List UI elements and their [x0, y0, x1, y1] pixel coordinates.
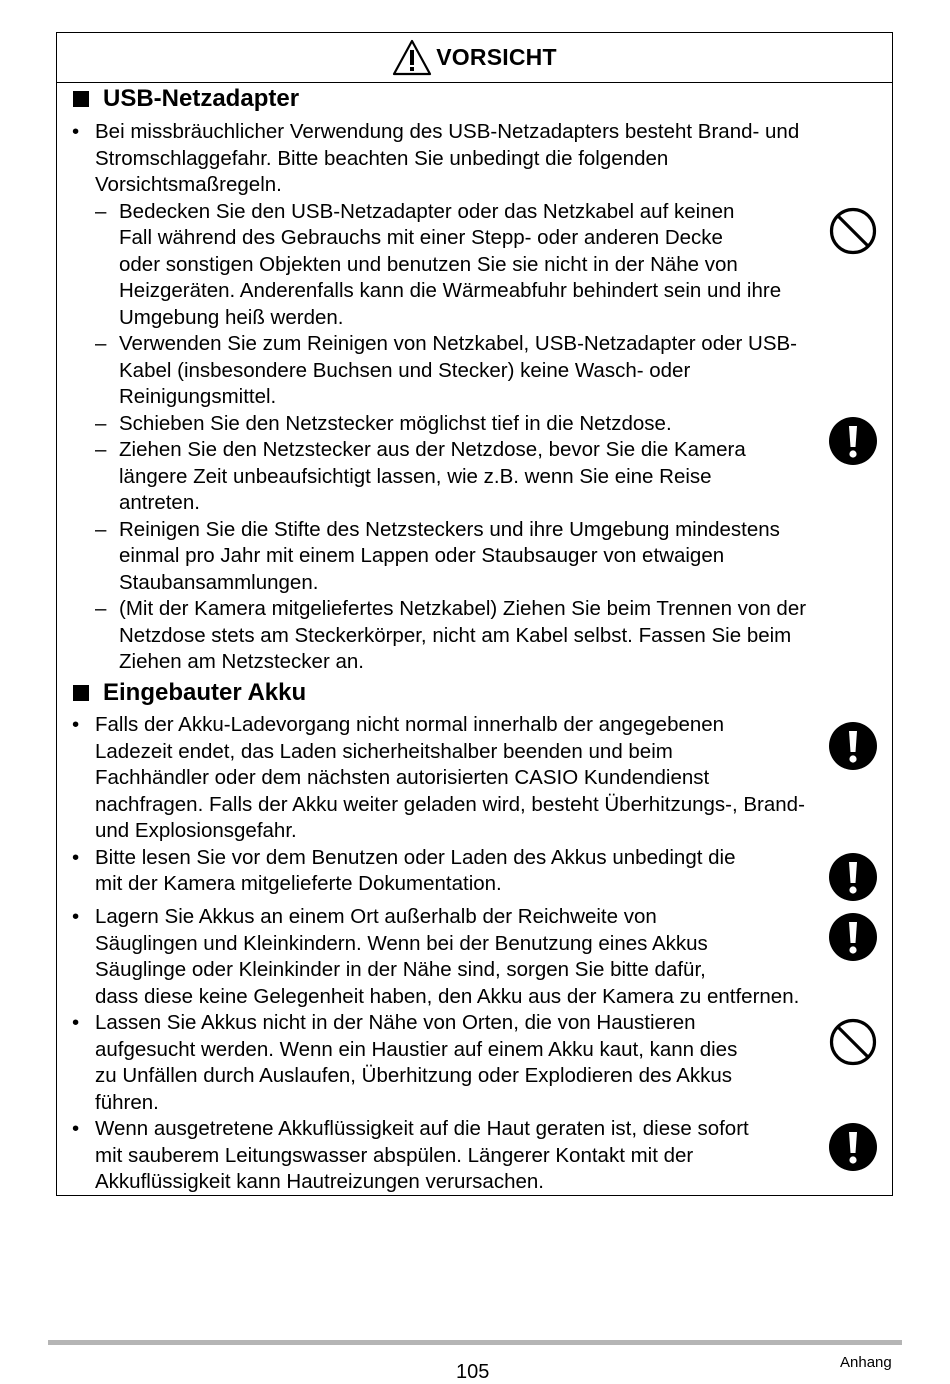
mandatory-icon: [829, 1123, 877, 1171]
text-line: Ladezeit endet, das Laden sicherheitshalber beenden und beim: [95, 739, 673, 763]
bullet-dot: •: [72, 713, 80, 736]
text-line: zu Unfällen durch Auslaufen, Überhitzung oder Explodieren des Akkus: [95, 1064, 733, 1087]
text-line: Wenn ausgetretene Akkuflüssigkeit auf die Haut geraten ist, diese sofort: [95, 1117, 749, 1140]
text-line: Stromschlaggefahr. Bitte beachten Sie unbedingt die folgenden: [95, 146, 669, 170]
dash-marker: –: [95, 332, 107, 355]
bullet-dot: •: [72, 1117, 80, 1140]
dash-marker: –: [95, 597, 107, 620]
text-line: Falls der Akku-Ladevorgang nicht normal innerhalb der angegebenen: [95, 713, 725, 736]
text-line: Heizgeräten. Anderenfalls kann die Wärmeabfuhr behindert sein und ihre: [119, 279, 782, 302]
text-line: Vorsichtsmaßregeln.: [95, 173, 282, 196]
text-line: Fachhändler oder dem nächsten autorisierten CASIO Kundendienst: [95, 766, 710, 789]
dash-marker: –: [95, 199, 107, 223]
text-line: Verwenden Sie zum Reinigen von Netzkabel, USB-Netzadapter oder USB-: [119, 332, 797, 355]
text-line: mit der Kamera mitgelieferte Dokumentation.: [95, 872, 502, 895]
section-heading-akku: Eingebauter Akku: [73, 679, 306, 707]
bullet-dot: •: [72, 1011, 80, 1034]
text-line: mit sauberem Leitungswasser abspülen. Längerer Kontakt mit der: [95, 1143, 694, 1167]
text-line: Akkuflüssigkeit kann Hautreizungen verursachen.: [95, 1170, 544, 1193]
text-line: antreten.: [119, 491, 200, 514]
section-heading-usb: USB-Netzadapter: [73, 85, 299, 113]
text-line: Bitte lesen Sie vor dem Benutzen oder Laden des Akkus unbedingt die: [95, 845, 736, 869]
text-line: Umgebung heiß werden.: [119, 305, 344, 329]
text-line: Schieben Sie den Netzstecker möglichst tief in die Netzdose.: [119, 411, 672, 435]
text-line: Reinigungsmittel.: [119, 385, 277, 408]
caution-header: [57, 33, 892, 83]
text-line: Lagern Sie Akkus an einem Ort außerhalb der Reichweite von: [95, 905, 657, 928]
dash-marker: –: [95, 517, 107, 541]
text-line: Ziehen am Netzstecker an.: [119, 650, 364, 673]
caution-title: VORSICHT: [436, 44, 557, 70]
text-line: Bei missbräuchlicher Verwendung des USB-Netzadapters besteht Brand- und: [95, 120, 800, 143]
mandatory-icon: [829, 722, 877, 770]
caution-box: [56, 32, 893, 1196]
footer-rule: [48, 1340, 902, 1345]
text-line: Säuglinge oder Kleinkinder in der Nähe sind, sorgen Sie bitte dafür,: [95, 958, 706, 981]
text-line: Staubansammlungen.: [119, 570, 319, 594]
warning-triangle-icon: [392, 39, 432, 77]
mandatory-icon: [829, 913, 877, 961]
text-line: Ziehen Sie den Netzstecker aus der Netzdose, bevor Sie die Kamera: [119, 438, 746, 461]
page-number: 105: [456, 1361, 490, 1383]
text-line: Bedecken Sie den USB-Netzadapter oder das Netzkabel auf keinen: [119, 199, 735, 223]
dash-marker: –: [95, 411, 107, 435]
prohibited-icon: [829, 1018, 877, 1066]
text-line: (Mit der Kamera mitgeliefertes Netzkabel) Ziehen Sie beim Trennen von der: [119, 597, 807, 620]
text-line: Kabel (insbesondere Buchsen und Stecker) keine Wasch- oder: [119, 358, 691, 382]
text-line: und Explosionsgefahr.: [95, 819, 297, 842]
text-line: längere Zeit unbeaufsichtigt lassen, wie z.B. wenn Sie eine Reise: [119, 464, 712, 488]
bullet-dot: •: [72, 905, 80, 928]
bullet-dot: •: [72, 120, 80, 143]
text-line: oder sonstigen Objekten und benutzen Sie sie nicht in der Nähe von: [119, 252, 738, 276]
text-line: nachfragen. Falls der Akku weiter geladen wird, besteht Überhitzungs-, Brand-: [95, 792, 805, 816]
bullet-dot: •: [72, 845, 80, 869]
prohibited-icon: [829, 207, 877, 255]
text-line: Reinigen Sie die Stifte des Netzsteckers und ihre Umgebung mindestens: [119, 517, 780, 541]
text-line: aufgesucht werden. Wenn ein Haustier auf einem Akku kaut, kann dies: [95, 1037, 738, 1061]
dash-marker: –: [95, 438, 107, 461]
text-line: dass diese keine Gelegenheit haben, den Akku aus der Kamera zu entfernen.: [95, 984, 800, 1008]
text-line: einmal pro Jahr mit einem Lappen oder Staubsauger von etwaigen: [119, 544, 725, 567]
text-line: Säuglingen und Kleinkindern. Wenn bei der Benutzung eines Akkus: [95, 931, 708, 955]
text-line: Netzdose stets am Steckerkörper, nicht am Kabel selbst. Fassen Sie beim: [119, 623, 792, 647]
footer-section-label: Anhang: [840, 1354, 892, 1371]
section-square-icon: [73, 685, 89, 701]
text-line: führen.: [95, 1090, 159, 1114]
mandatory-icon: [829, 417, 877, 465]
text-line: Fall während des Gebrauchs mit einer Stepp- oder anderen Decke: [119, 226, 723, 249]
text-line: Lassen Sie Akkus nicht in der Nähe von Orten, die von Haustieren: [95, 1011, 696, 1034]
mandatory-icon: [829, 853, 877, 901]
section-square-icon: [73, 91, 89, 107]
